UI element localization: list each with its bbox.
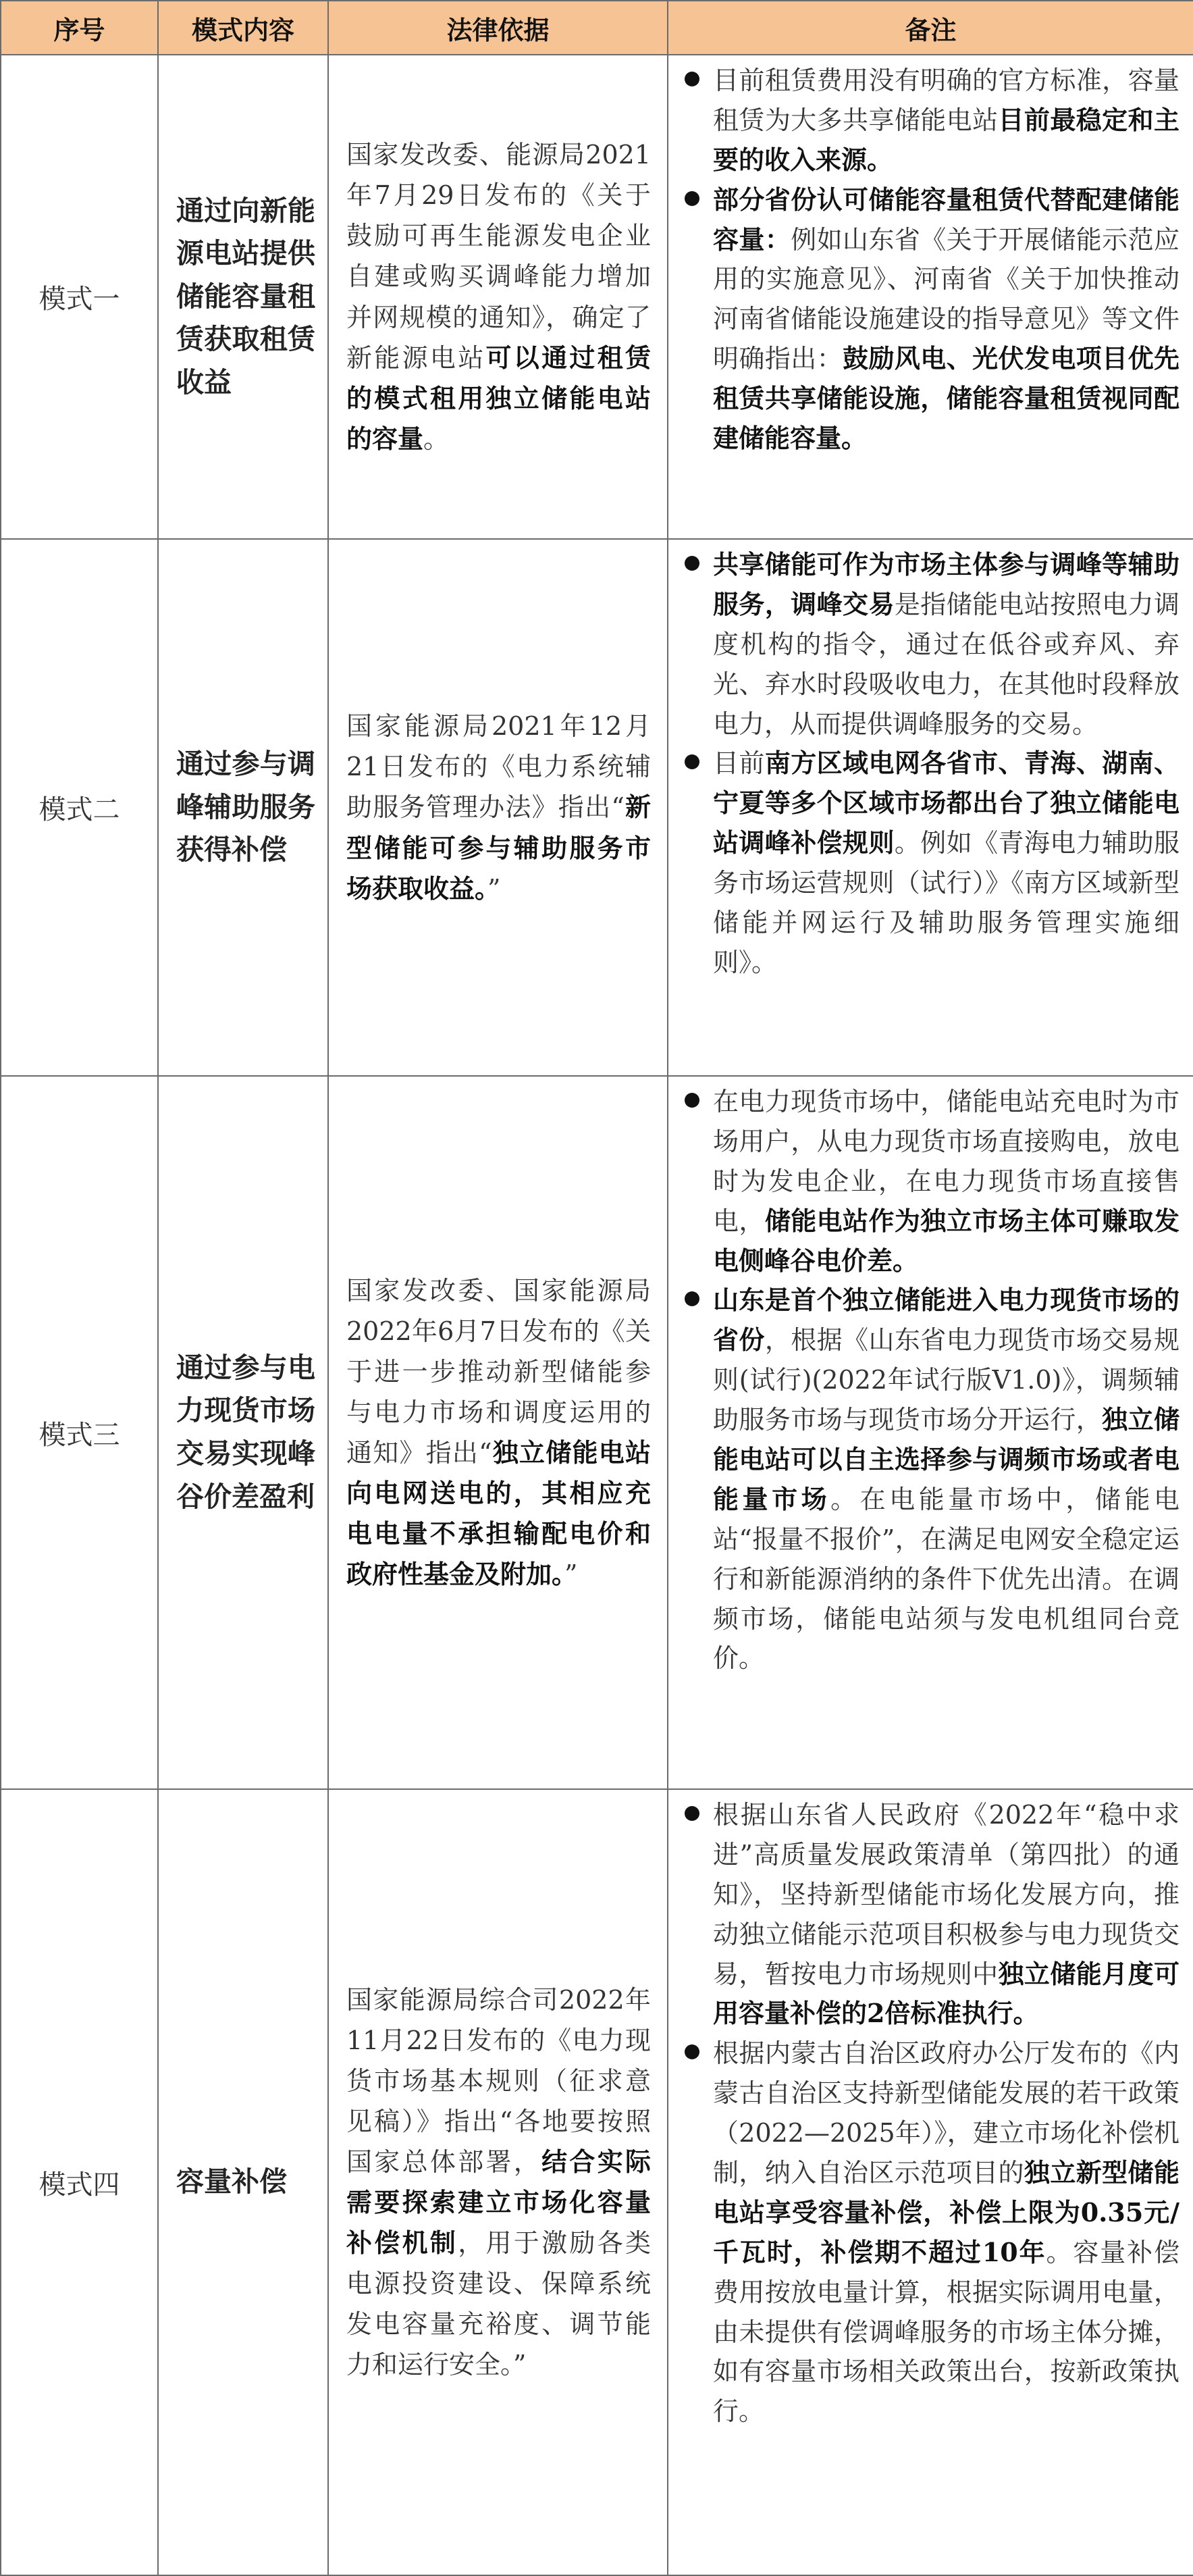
row-notes: [668, 1076, 1193, 1789]
row-seq: 模式二: [1, 539, 158, 1076]
text-segment: 国家能源局综合司2022年11月22日发布的《电力现货市场基本规则（征求意见稿）》指出“各地要按照国家总体部署，: [346, 1984, 651, 2177]
bold-text: 独立储能电站可以自主选择参与调频市场或者电能量市场: [713, 1404, 1179, 1514]
bold-text: 独立储能月度可用容量补偿的2倍标准执行。: [713, 1958, 1179, 2029]
text-segment: 。在电能量市场中，储能电站“报量不报价”，在满足电网安全稳定运行和新能源消纳的条件下优先出清。在调频市场，储能电站须与发电机组同台竞价。: [713, 1484, 1179, 1674]
table-header-row: [1, 1, 1193, 55]
bold-text: 鼓励风电、光伏发电项目优先租赁共享储能设施，储能容量租赁视同配建储能容量。: [713, 343, 1179, 454]
bold-text: 储能电站作为独立市场主体可赚取发电侧峰谷电价差。: [713, 1205, 1179, 1276]
notes-list: [681, 545, 1179, 983]
bullet-dot-icon: [685, 1291, 699, 1306]
table-row: [1, 1789, 1193, 2575]
header-mode: 模式内容: [158, 1, 328, 55]
bullet-dot-icon: [685, 1093, 699, 1108]
text-segment: 根据内蒙古自治区政府办公厅发布的《内蒙古自治区支持新型储能发展的若干政策（2022—2025年）》，建立市场化补偿机制，纳入自治区示范项目的: [713, 2038, 1179, 2188]
text-segment: 国家发改委、国家能源局2022年6月7日发布的《关于进一步推动新型储能参与电力市场和调度运用的通知》指出“: [346, 1275, 651, 1468]
row-law: [328, 55, 668, 539]
list-item: [681, 1082, 1179, 1281]
header-seq: 序号: [1, 1, 158, 55]
row-law: [328, 539, 668, 1076]
list-item: [681, 744, 1179, 982]
bullet-dot-icon: [685, 556, 699, 571]
list-item: [681, 1795, 1179, 2034]
text-segment: ，用于激励各类电源投资建设、保障系统发电容量充裕度、调节能力和运行安全。”: [346, 2228, 651, 2380]
bold-text: 部分省份认可储能容量租赁代替配建储能容量：: [713, 184, 1179, 255]
list-item: [681, 545, 1179, 744]
row-seq: 模式三: [1, 1076, 158, 1789]
bold-text: 山东是首个独立储能进入电力现货市场的省份: [713, 1285, 1179, 1356]
table-row: [1, 55, 1193, 539]
bold-text: 独立储能电站向电网送电的，其相应充电电量不承担输配电价和政府性基金及附加。: [346, 1437, 651, 1590]
text-segment: 根据山东省人民政府《2022年“稳中求进”高质量发展政策清单（第四批）的通知》，坚持新型储能市场化发展方向，推动独立储能示范项目积极参与电力现货交易，暂按电力市场规则中: [713, 1800, 1179, 1989]
notes-list: [681, 61, 1179, 459]
bullet-dot-icon: [685, 191, 699, 206]
text-segment: ”: [487, 873, 501, 904]
list-item: [681, 2034, 1179, 2431]
bold-text: 独立新型储能电站享受容量补偿，补偿上限为0.35元/千瓦时，补偿期不超过10年: [713, 2157, 1179, 2267]
row-law: [328, 1789, 668, 2575]
bold-text: 目前最稳定和主要的收入来源。: [713, 104, 1179, 175]
row-mode: 通过参与调峰辅助服务获得补偿: [158, 539, 328, 1076]
bullet-dot-icon: [685, 754, 699, 769]
bullet-dot-icon: [685, 2044, 699, 2059]
text-segment: 目前: [713, 748, 765, 779]
list-item: [681, 61, 1179, 180]
table-row: [1, 539, 1193, 1076]
text-segment: 。例如《青海电力辅助服务市场运营规则（试行）》《南方区域新型储能并网运行及辅助服务管理实施细则》。: [713, 828, 1179, 977]
row-mode: 通过向新能源电站提供储能容量租赁获取租赁收益: [158, 55, 328, 539]
list-item: [681, 180, 1179, 459]
text-segment: 在电力现货市场中，储能电站充电时为市场用户，从电力现货市场直接购电，放电时为发电企业，在电力现货市场直接售电，: [713, 1087, 1179, 1236]
notes-list: [681, 1795, 1179, 2431]
text-segment: ，根据《山东省电力现货市场交易规则(试行)(2022年试行版V1.0)》，调频辅助服务市场与现货市场分开运行，: [713, 1325, 1179, 1435]
text-segment: 国家能源局2021年12月21日发布的《电力系统辅助服务管理办法》指出“: [346, 711, 651, 823]
text-segment: 例如山东省《关于开展储能示范应用的实施意见》、河南省《关于加快推动河南省储能设施建设的指导意见》等文件明确指出：: [713, 224, 1179, 374]
row-notes: [668, 55, 1193, 539]
text-segment: 国家发改委、能源局2021年7月29日发布的《关于鼓励可再生能源发电企业自建或购买调峰能力增加并网规模的通知》，确定了新能源电站: [346, 140, 651, 373]
bullet-dot-icon: [685, 1806, 699, 1821]
row-law: [328, 1076, 668, 1789]
row-seq: 模式四: [1, 1789, 158, 2575]
bold-text: 新型储能可参与辅助服务市场获取收益。: [346, 792, 651, 904]
text-segment: 。: [423, 423, 450, 454]
table-row: [1, 1076, 1193, 1789]
row-mode: 容量补偿: [158, 1789, 328, 2575]
text-segment: 目前租赁费用没有明确的官方标准，容量租赁为大多共享储能电站: [713, 66, 1179, 135]
notes-list: [681, 1082, 1179, 1678]
row-mode: 通过参与电力现货市场交易实现峰谷价差盈利: [158, 1076, 328, 1789]
bold-text: 南方区域电网各省市、青海、湖南、宁夏等多个区域市场都出台了独立储能电站调峰补偿规则: [713, 748, 1179, 858]
bold-text: 可以通过租赁的模式租用独立储能电站的容量: [346, 342, 651, 454]
bullet-dot-icon: [685, 72, 699, 86]
list-item: [681, 1281, 1179, 1678]
text-segment: 是指储能电站按照电力调度机构的指令，通过在低谷或弃风、弃光、弃水时段吸收电力，在其他时段释放电力，从而提供调峰服务的交易。: [713, 589, 1179, 739]
bold-text: 结合实际需要探索建立市场化容量补偿机制: [346, 2146, 651, 2259]
row-seq: 模式一: [1, 55, 158, 539]
text-segment: 。容量补偿费用按放电量计算，根据实际调用电量，由未提供有偿调峰服务的市场主体分摊，如有容量市场相关政策出台，按新政策执行。: [713, 2237, 1179, 2427]
row-notes: [668, 539, 1193, 1076]
header-law: 法律依据: [328, 1, 668, 55]
header-note: 备注: [668, 1, 1193, 55]
text-segment: ”: [564, 1560, 578, 1590]
bold-text: 共享储能可作为市场主体参与调峰等辅助服务，调峰交易: [713, 549, 1179, 619]
row-notes: [668, 1789, 1193, 2575]
